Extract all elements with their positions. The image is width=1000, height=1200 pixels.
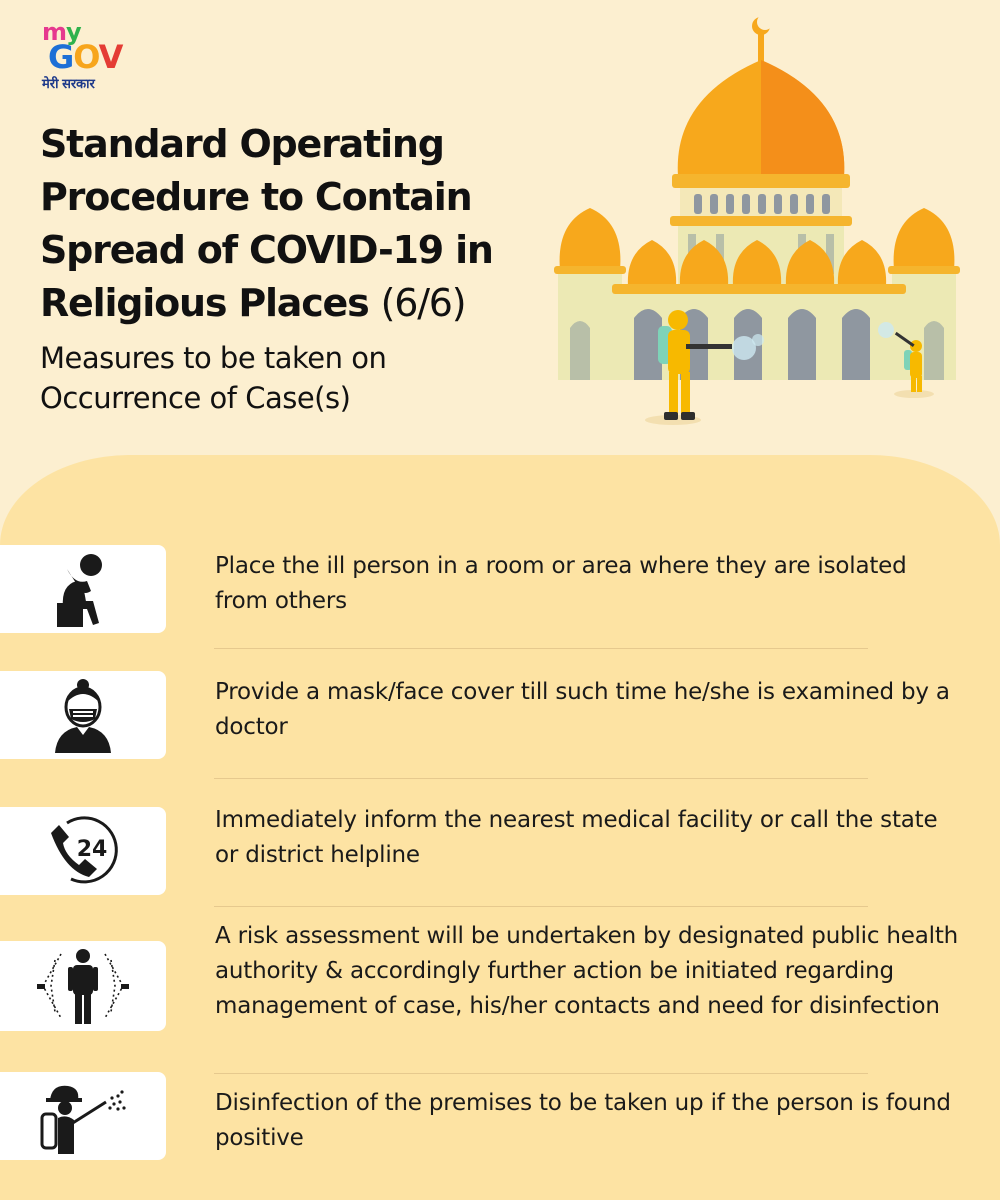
page-title bbox=[40, 118, 560, 330]
measure-text-4: A risk assessment will be undertaken by designated public health authority & accordingly further action be initiated regarding management of case, his/her contacts and need for disinfection bbox=[215, 923, 959, 1019]
measure-text-5: Disinfection of the premises to be taken up if the person is found positive bbox=[215, 1090, 951, 1151]
sick-person-icon bbox=[53, 551, 113, 627]
risk-assessment-icon-box bbox=[0, 941, 166, 1031]
mygov-logo bbox=[40, 18, 150, 98]
masked-person-icon-box bbox=[0, 671, 166, 759]
measure-text-1: Place the ill person in a room or area where they are isolated from others bbox=[215, 553, 907, 614]
logo-my: my bbox=[42, 18, 81, 46]
divider bbox=[214, 778, 868, 779]
helpline-24-label: 24 bbox=[76, 837, 108, 862]
title-count: (6/6) bbox=[380, 281, 466, 325]
title-main: Standard Operating Procedure to Contain Spread of COVID-19 in Religious Places bbox=[40, 122, 493, 325]
page-subtitle: Measures to be taken on Occurrence of Case(s) bbox=[40, 341, 387, 415]
sick-person-icon-box bbox=[0, 545, 166, 633]
masked-person-icon bbox=[51, 677, 115, 753]
disinfection-sprayer-icon bbox=[38, 1078, 128, 1154]
divider bbox=[214, 648, 868, 649]
disinfection-sprayer-icon-box bbox=[0, 1072, 166, 1160]
helpline-24-icon-box bbox=[0, 807, 166, 895]
measure-text-3: Immediately inform the nearest medical facility or call the state or district helpline bbox=[215, 807, 938, 868]
logo-tagline: मेरी सरकार bbox=[42, 76, 95, 91]
logo-gov: GOV bbox=[48, 38, 123, 76]
divider bbox=[214, 906, 868, 907]
divider bbox=[214, 1073, 868, 1074]
mosque-disinfection-illustration bbox=[548, 8, 968, 438]
helpline-24-icon bbox=[43, 813, 123, 889]
risk-assessment-icon bbox=[35, 946, 131, 1026]
measure-text-2: Provide a mask/face cover till such time he/she is examined by a doctor bbox=[215, 679, 950, 740]
